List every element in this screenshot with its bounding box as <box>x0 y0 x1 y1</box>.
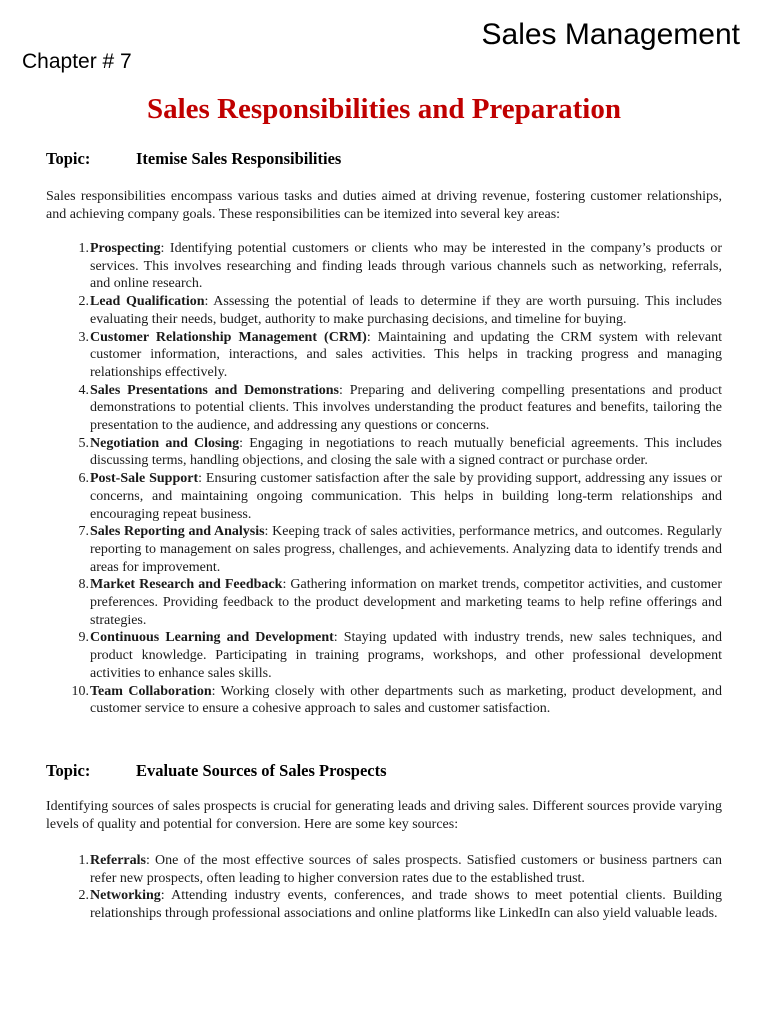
list-item-term: Sales Presentations and Demonstrations <box>90 382 339 398</box>
topic-title: Itemise Sales Responsibilities <box>136 149 342 168</box>
list-item <box>46 683 722 718</box>
list-item-text: : Engaging in negotiations to reach mutually beneficial agreements. This includes discussing terms, handling objections, and closing the sale with a signed contract or purchase order. <box>90 435 722 469</box>
topic-label: Topic: <box>46 149 91 168</box>
list-item <box>46 435 722 470</box>
list-item-text: : Ensuring customer satisfaction after the sale by providing support, addressing any issues or concerns, and maintaining ongoing communication. This helps in building long-term relationships and encouraging repeat business. <box>90 471 723 522</box>
list-item-text: : One of the most effective sources of sales prospects. Satisfied customers or business partners can refer new prospects, often leading to higher conversion rates due to the established trust. <box>90 853 722 886</box>
list-item-body <box>90 629 722 682</box>
list-item-term: Continuous Learning and Development <box>90 630 334 646</box>
list-item-text: : Staying updated with industry trends, new sales techniques, and product knowledge. Participating in training programs, workshops, and other professional development activities to enhance sales skills. <box>90 630 722 681</box>
list-item-body <box>90 683 722 718</box>
page-title: Sales Responsibilities and Preparation <box>147 93 621 125</box>
topic-heading-1 <box>46 149 341 169</box>
list-item <box>46 629 722 682</box>
list-item <box>46 470 722 523</box>
list-item-body <box>90 240 722 293</box>
list-item <box>46 576 722 629</box>
list-item <box>46 382 722 435</box>
list-item-number: 3. <box>78 329 89 345</box>
list-item-term: Negotiation and Closing <box>90 435 240 451</box>
subject-header: Sales Management <box>481 18 740 51</box>
chapter-label: Chapter # 7 <box>22 50 132 73</box>
responsibilities-list <box>46 240 722 718</box>
list-item-body <box>90 293 722 328</box>
list-item-term: Sales Reporting and Analysis <box>90 524 265 540</box>
list-item-term: Prospecting <box>90 241 161 256</box>
list-item <box>46 887 722 922</box>
list-item-number: 4. <box>78 382 89 398</box>
list-item-text: : Attending industry events, conferences, and trade shows to meet potential clients. Building relationships through professional associations and online platforms like LinkedIn can also yield valuable leads. <box>90 888 722 922</box>
list-item-body <box>90 329 722 382</box>
list-item-term: Team Collaboration <box>90 683 212 699</box>
topic-label: Topic: <box>46 761 91 780</box>
list-item-number: 1. <box>78 853 89 868</box>
intro-paragraph-2: Identifying sources of sales prospects is crucial for generating leads and driving sales. Different sources provide varying levels of quality and potential for conversion. Here are some key sources: <box>46 799 722 832</box>
list-item-text: : Gathering information on market trends, competitor activities, and customer preferences. Providing feedback to the product development and marketing teams to help refine offerings and strategies. <box>90 577 722 628</box>
list-item-number: 1. <box>78 241 89 256</box>
list-item <box>46 240 722 293</box>
list-item-number: 2. <box>78 888 89 904</box>
list-item-number: 7. <box>78 524 89 540</box>
list-item-term: Market Research and Feedback <box>90 577 283 593</box>
list-item-text: : Working closely with other departments such as marketing, product development, and customer service to ensure a cohesive approach to sales and customer satisfaction. <box>90 683 723 717</box>
list-item-number: 2. <box>78 294 89 310</box>
list-item-term: Networking <box>90 888 161 904</box>
topic-title: Evaluate Sources of Sales Prospects <box>136 761 387 780</box>
list-item-text: : Maintaining and updating the CRM system with relevant customer information, interactions, and sales activities. This helps in tracking progress and managing relationships effectively. <box>90 329 722 380</box>
list-item-number: 5. <box>78 435 89 451</box>
intro-paragraph-1: Sales responsibilities encompass various tasks and duties aimed at driving revenue, fostering customer relationships, and achieving company goals. These responsibilities can be itemized into several key areas: <box>46 189 722 222</box>
list-item-text: : Keeping track of sales activities, performance metrics, and outcomes. Regularly reporting to management on sales progress, challenges, and achievements. Analyzing data to identify trends and areas for improvement. <box>90 524 722 575</box>
list-item-body <box>90 852 722 887</box>
list-item-term: Post-Sale Support <box>90 471 199 487</box>
list-item-number: 9. <box>78 630 89 646</box>
list-item-body <box>90 576 722 629</box>
list-item-number: 10. <box>71 683 89 699</box>
list-item-text: : Assessing the potential of leads to determine if they are worth pursuing. This includes evaluating their needs, budget, authority to make purchasing decisions, and timeline for buying. <box>90 294 722 327</box>
topic-heading-2 <box>46 761 387 781</box>
list-item <box>46 523 722 576</box>
list-item-text: : Preparing and delivering compelling presentations and product demonstrations to potential clients. This involves understanding the product features and benefits, tailoring the presentation to the audience, and addressing any questions or concerns. <box>90 382 722 434</box>
prospect-sources-list <box>46 852 722 923</box>
list-item <box>46 293 722 328</box>
list-item-term: Lead Qualification <box>90 294 205 310</box>
list-item-term: Referrals <box>90 853 146 868</box>
list-item-body <box>90 887 722 922</box>
list-item-text: : Identifying potential customers or clients who may be interested in the company’s products or services. This involves researching and finding leads through various channels such as networking, referrals, and online research. <box>90 241 722 292</box>
list-item-number: 8. <box>78 577 89 593</box>
list-item-body <box>90 435 722 470</box>
list-item-number: 6. <box>78 471 89 487</box>
list-item-body <box>90 382 722 435</box>
list-item-body <box>90 470 722 523</box>
list-item-body <box>90 523 722 576</box>
list-item <box>46 852 722 887</box>
list-item <box>46 329 722 382</box>
list-item-term: Customer Relationship Management (CRM) <box>90 329 367 345</box>
